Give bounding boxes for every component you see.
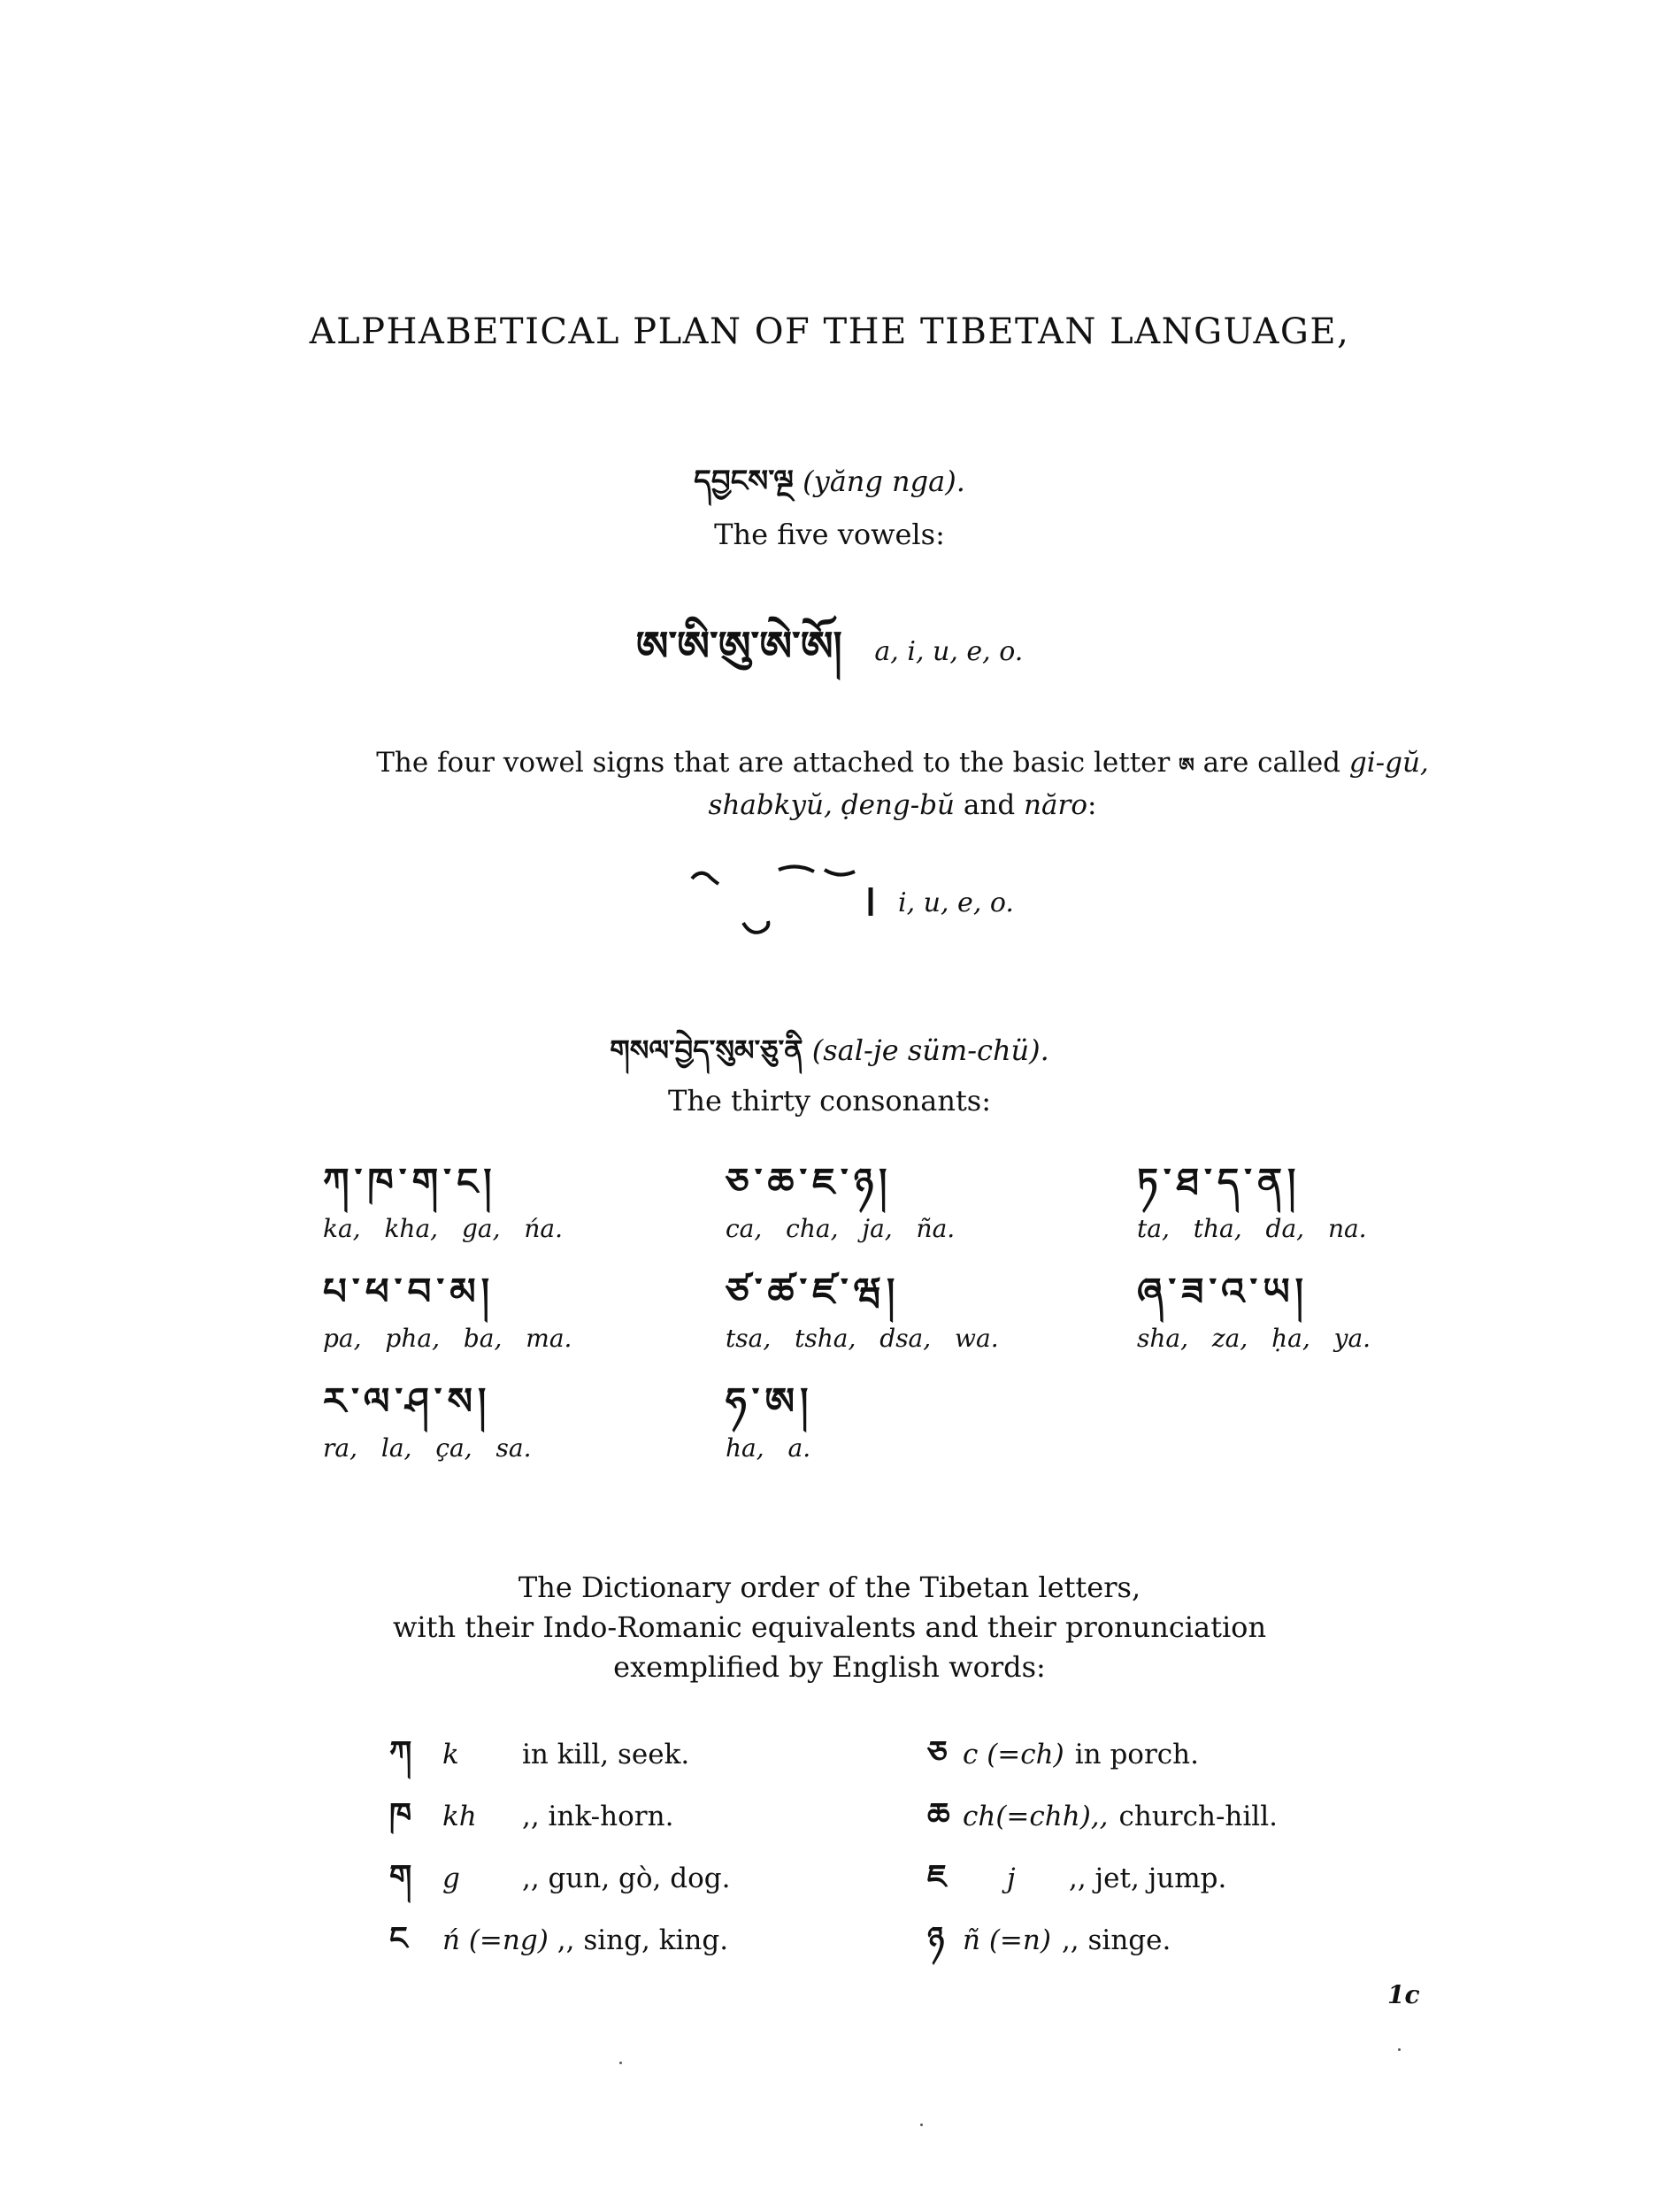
consonant-group-tibetan: ཙ་ཚ་ཛ་ཝ། [726, 1270, 901, 1313]
dictionary-description: ,, jet, jump. [1069, 1863, 1227, 1894]
print-speck [920, 2124, 923, 2126]
vowel-signs-paragraph [372, 743, 1433, 825]
dictionary-description: in kill, seek. [522, 1739, 690, 1770]
consonant-group-5 [726, 1267, 1097, 1370]
print-speck [1398, 2048, 1401, 2051]
name-dengbu: ḍeng-bŭ [841, 789, 956, 821]
tibetan-vowels: ཨ་ཨི་ཨུ་ཨེ་ཨོ། [635, 622, 842, 670]
dictionary-key: j [1007, 1863, 1016, 1894]
consonant-group-tibetan: ཀ་ཁ་ག་ང། [323, 1160, 497, 1203]
consonant-group-roman: tsa, tsha, dsa, wa. [726, 1324, 999, 1353]
consonant-group-roman: ha, a. [726, 1433, 811, 1463]
basic-letter: ཨ [1179, 755, 1194, 777]
dictionary-letter: ཁ [389, 1797, 412, 1833]
dictionary-key: g [442, 1863, 460, 1894]
dictionary-description: ,, singe. [1061, 1924, 1171, 1956]
dictionary-row [389, 1796, 673, 1835]
consonant-group-roman: sha, za, ḥa, ya. [1137, 1324, 1371, 1353]
dictionary-description: in porch. [1074, 1739, 1199, 1770]
vowel-signs-text-start: The four vowel signs that are attached to the basic letter [376, 747, 1171, 779]
dictionary-key: ch(=chh),, [963, 1801, 1109, 1832]
dictionary-description: church-hill. [1118, 1801, 1278, 1832]
vowels-caption: The five vowels: [714, 518, 945, 551]
consonant-group-tibetan: ཞ་ཟ་འ་ཡ། [1137, 1270, 1309, 1313]
dengbu-sign [779, 866, 814, 872]
print-speck [619, 2062, 622, 2064]
consonant-group-3 [1137, 1157, 1509, 1260]
page-mark: 1c [1387, 1980, 1420, 2009]
dictionary-key: c (=ch) [963, 1739, 1064, 1770]
dictionary-row [389, 1734, 689, 1773]
roman-vowels: a, i, u, e, o. [874, 636, 1024, 667]
dictionary-row [927, 1920, 1171, 1959]
dictionary-row [389, 1858, 730, 1897]
dictionary-letter: ཅ [927, 1735, 948, 1771]
consonant-group-tibetan: པ་ཕ་བ་མ། [323, 1270, 495, 1313]
dictionary-key: ñ (=n) [963, 1924, 1051, 1956]
vowels-romanized-heading: (yăng nga). [803, 465, 965, 498]
dictionary-description: ,, sing, king. [557, 1924, 729, 1956]
dictionary-key: kh [442, 1801, 477, 1832]
consonant-group-roman: ca, cha, ja, ña. [726, 1214, 956, 1243]
consonant-group-7 [323, 1377, 695, 1479]
dictionary-description: ,, ink-horn. [522, 1801, 674, 1832]
vowels-row [0, 602, 1659, 716]
dictionary-heading-line-2: with their Indo-Romanic equivalents and their pronunciation [392, 1610, 1267, 1644]
roman-vowel-signs: i, u, e, o. [898, 887, 1014, 918]
consonant-group-roman: pa, pha, ba, ma. [323, 1324, 572, 1353]
consonant-group-2 [726, 1157, 1097, 1260]
dictionary-row [389, 1920, 728, 1959]
dictionary-row [927, 1796, 1278, 1835]
consonants-tibetan-heading: གསལ་བྱེད་སུམ་ཅུ་ནི [610, 1033, 803, 1067]
consonant-group-roman: ka, kha, ga, ńa. [323, 1214, 563, 1243]
dictionary-description: ,, gun, gò, dog. [522, 1863, 731, 1894]
dictionary-row [927, 1734, 1199, 1773]
consonants-romanized-heading: (sal-je süm-chü). [811, 1033, 1049, 1067]
and-word: and [963, 789, 1016, 821]
gigu-sign [692, 873, 718, 884]
dictionary-key: k [442, 1739, 459, 1770]
dictionary-letter: ག [389, 1859, 412, 1895]
consonant-group-4 [323, 1267, 695, 1370]
dictionary-row [927, 1858, 1226, 1897]
colon: : [1087, 789, 1097, 821]
consonant-group-tibetan: ཏ་ཐ་ད་ན། [1137, 1160, 1302, 1203]
consonant-group-roman: ra, la, ça, sa. [323, 1433, 532, 1463]
vowels-tibetan-heading: དབྱངས་ལྔ [694, 464, 794, 499]
dictionary-heading-line-3: exemplified by English words: [613, 1650, 1046, 1684]
dictionary-letter: ཉ [927, 1921, 945, 1957]
consonant-group-tibetan: ར་ལ་ཤ་ས། [323, 1379, 492, 1423]
dictionary-letter: ཀ [389, 1735, 412, 1771]
consonants-caption: The thirty consonants: [667, 1084, 991, 1118]
shabkyu-sign [743, 921, 768, 933]
name-naro: năro [1024, 789, 1087, 821]
dictionary-heading-line-1: The Dictionary order of the Tibetan letters, [518, 1571, 1141, 1604]
dictionary-letter: ཆ [927, 1797, 950, 1833]
consonant-group-8 [726, 1377, 1097, 1479]
name-gigu: gi-gŭ, [1348, 747, 1429, 779]
dictionary-key: ń (=ng) [442, 1924, 549, 1956]
naro-sign [825, 870, 855, 875]
dictionary-letter: ང [389, 1921, 408, 1957]
consonant-group-tibetan: ཅ་ཆ་ཇ་ཉ། [726, 1160, 893, 1203]
dictionary-letter: ཇ [927, 1859, 947, 1895]
page-title: ALPHABETICAL PLAN OF THE TIBETAN LANGUAGE, [309, 311, 1350, 352]
name-shabkyu: shabkyŭ, [708, 789, 833, 821]
consonant-group-6 [1137, 1267, 1509, 1370]
consonant-group-tibetan: ཧ་ཨ། [726, 1379, 814, 1423]
consonant-group-1 [323, 1157, 695, 1260]
vowel-signs-text-end: are called [1202, 747, 1341, 779]
consonant-group-roman: ta, tha, da, na. [1137, 1214, 1367, 1243]
